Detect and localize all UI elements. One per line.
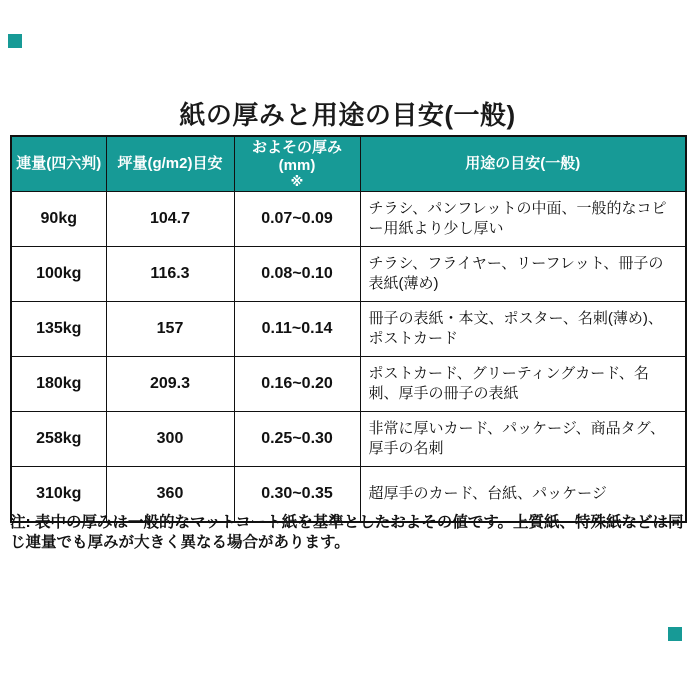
table-row (11, 412, 686, 467)
thickness-cell: 0.25~0.30 (234, 412, 360, 467)
table-header-row (11, 136, 686, 192)
thickness-cell: 0.11~0.14 (234, 302, 360, 357)
header-thickness (234, 136, 360, 192)
header-label: 連量(四六判) (16, 155, 102, 172)
table-row (11, 357, 686, 412)
corner-accent-square-bottom-right (668, 627, 682, 641)
header-usage (360, 136, 686, 192)
table-row (11, 247, 686, 302)
usage-cell: 超厚手のカード、台紙、パッケージ (360, 467, 686, 522)
usage-cell: 冊子の表紙・本文、ポスター、名刺(薄め)、ポストカード (360, 302, 686, 357)
paper-thickness-table (10, 135, 687, 523)
header-label: 用途の目安(一般) (465, 155, 581, 172)
usage-cell: チラシ、パンフレットの中面、一般的なコピー用紙より少し厚い (360, 192, 686, 247)
basis-weight-cell: 300 (106, 412, 234, 467)
basis-weight-cell: 209.3 (106, 357, 234, 412)
thickness-cell: 0.30~0.35 (234, 467, 360, 522)
ream-weight-cell: 90kg (11, 192, 106, 247)
page-title: 紙の厚みと用途の目安(一般) (179, 100, 516, 130)
table-row (11, 302, 686, 357)
basis-weight-cell: 157 (106, 302, 234, 357)
table-row (11, 192, 686, 247)
footnote: 注: 表中の厚みは一般的なマットコート紙を基準としたおよその値です。上質紙、特殊紙などは同じ連量でも厚みが大きく異なる場合があります。 (10, 514, 684, 552)
ream-weight-cell: 135kg (11, 302, 106, 357)
ream-weight-cell: 100kg (11, 247, 106, 302)
corner-accent-square-top-left (8, 34, 22, 48)
header-basis-weight (106, 136, 234, 192)
basis-weight-cell: 360 (106, 467, 234, 522)
ream-weight-cell: 258kg (11, 412, 106, 467)
basis-weight-cell: 116.3 (106, 247, 234, 302)
header-ream-weight (11, 136, 106, 192)
header-footnote-mark: ※ (290, 174, 304, 189)
thickness-cell: 0.08~0.10 (234, 247, 360, 302)
header-label: 坪量(g/m2)目安 (117, 155, 223, 172)
basis-weight-cell: 104.7 (106, 192, 234, 247)
thickness-cell: 0.16~0.20 (234, 357, 360, 412)
header-label: およその厚み(mm) (251, 139, 342, 174)
ream-weight-cell: 310kg (11, 467, 106, 522)
usage-cell: ポストカード、グリーティングカード、名刺、厚手の冊子の表紙 (360, 357, 686, 412)
ream-weight-cell: 180kg (11, 357, 106, 412)
usage-cell: チラシ、フライヤー、リーフレット、冊子の表紙(薄め) (360, 247, 686, 302)
usage-cell: 非常に厚いカード、パッケージ、商品タグ、厚手の名刺 (360, 412, 686, 467)
thickness-cell: 0.07~0.09 (234, 192, 360, 247)
